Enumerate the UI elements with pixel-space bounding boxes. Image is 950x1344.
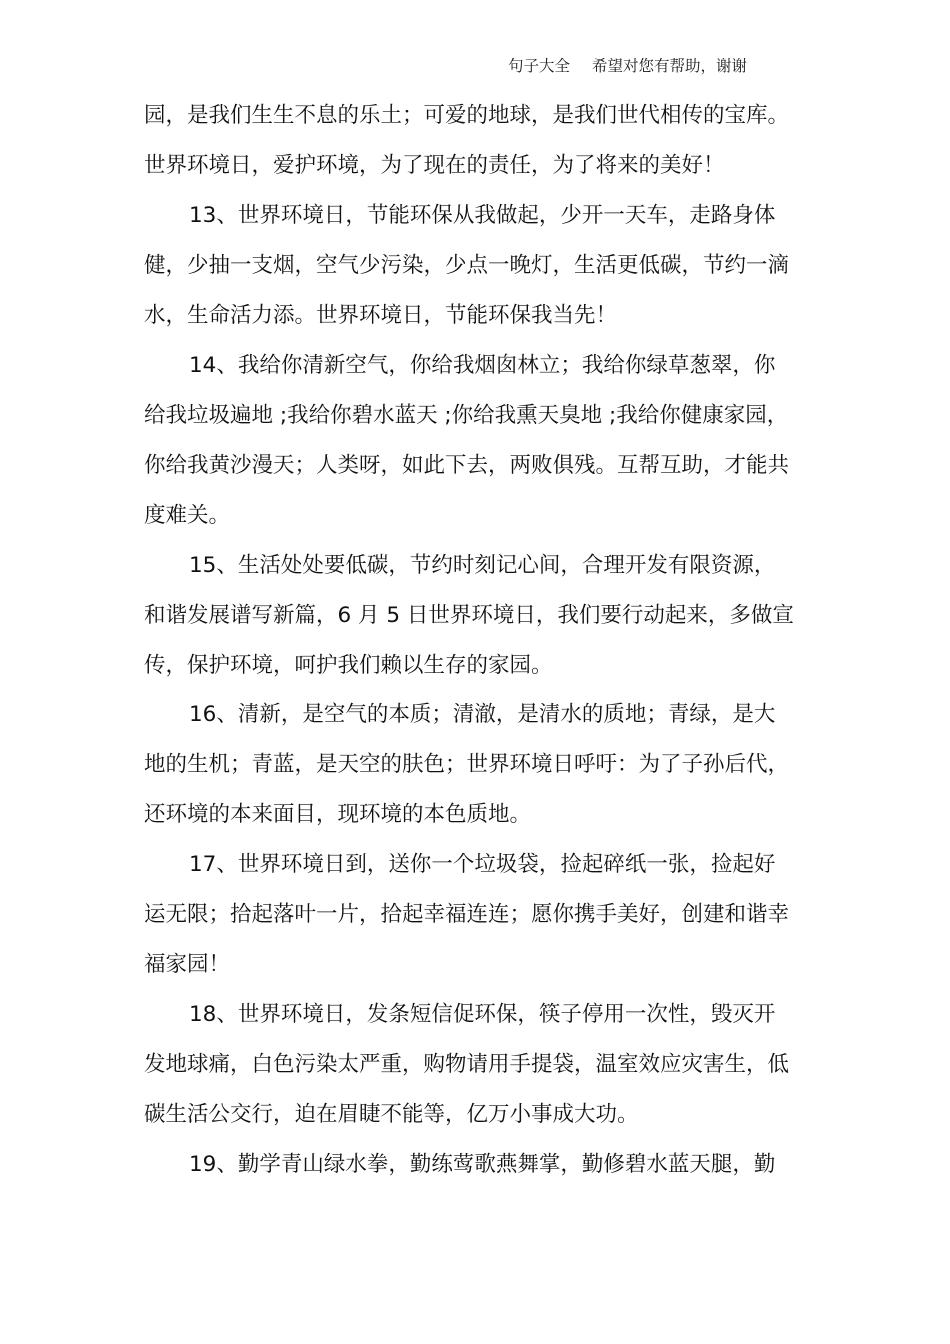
body-line-18: 福家园！	[144, 952, 231, 977]
body-line-17: 运无限；拾起落叶一片，拾起幸福连连；愿你携手美好，创建和谐幸	[144, 902, 790, 927]
body-line-20: 发地球痛，白色污染太严重，购物请用手提袋，温室效应灾害生，低	[144, 1052, 790, 1077]
paragraph-14-start: 14、我给你清新空气，你给我烟囱林立；我给你绿草葱翠，你	[189, 353, 776, 378]
paragraph-15-start: 15、生活处处要低碳，节约时刻记心间，合理开发有限资源，	[189, 553, 776, 578]
header-left-text: 句子大全	[508, 57, 571, 75]
body-line-21: 碳生活公交行，迫在眉睫不能等，亿万小事成大功。	[144, 1102, 639, 1127]
page-header	[508, 54, 747, 76]
body-line-1: 园，是我们生生不息的乐土；可爱的地球，是我们世代相传的宝库。	[144, 103, 790, 128]
body-line-7: 给我垃圾遍地 ;我给你碧水蓝天 ;你给我熏天臭地 ;我给你健康家园，	[144, 403, 789, 428]
body-line-14: 地的生机；青蓝，是天空的肤色；世界环境日呼吁：为了子孙后代，	[144, 752, 790, 777]
body-line-15: 还环境的本来面目，现环境的本色质地。	[144, 802, 532, 827]
body-line-2: 世界环境日，爱护环境，为了现在的责任，为了将来的美好！	[144, 153, 725, 178]
paragraph-18-start: 18、世界环境日，发条短信促环保，筷子停用一次性，毁灭开	[189, 1002, 776, 1027]
body-line-11: 和谐发展谱写新篇，6 月 5 日世界环境日，我们要行动起来，多做宣	[144, 603, 794, 628]
header-right-text: 希望对您有帮助，谢谢	[592, 57, 748, 75]
body-line-9: 度难关。	[144, 503, 231, 528]
body-line-12: 传，保护环境，呵护我们赖以生存的家园。	[144, 653, 553, 678]
body-line-4: 健，少抽一支烟，空气少污染，少点一晚灯，生活更低碳，节约一滴	[144, 253, 790, 278]
body-line-5: 水，生命活力添。世界环境日，节能环保我当先！	[144, 303, 618, 328]
paragraph-17-start: 17、世界环境日到，送你一个垃圾袋，捡起碎纸一张，捡起好	[189, 852, 776, 877]
paragraph-19-start: 19、勤学青山绿水拳，勤练莺歌燕舞掌，勤修碧水蓝天腿，勤	[189, 1152, 776, 1177]
paragraph-13-start: 13、世界环境日，节能环保从我做起，少开一天车，走路身体	[189, 203, 776, 228]
body-line-8: 你给我黄沙漫天；人类呀，如此下去，两败俱残。互帮互助，才能共	[144, 453, 790, 478]
paragraph-16-start: 16、清新，是空气的本质；清澈，是清水的质地；青绿，是大	[189, 702, 776, 727]
